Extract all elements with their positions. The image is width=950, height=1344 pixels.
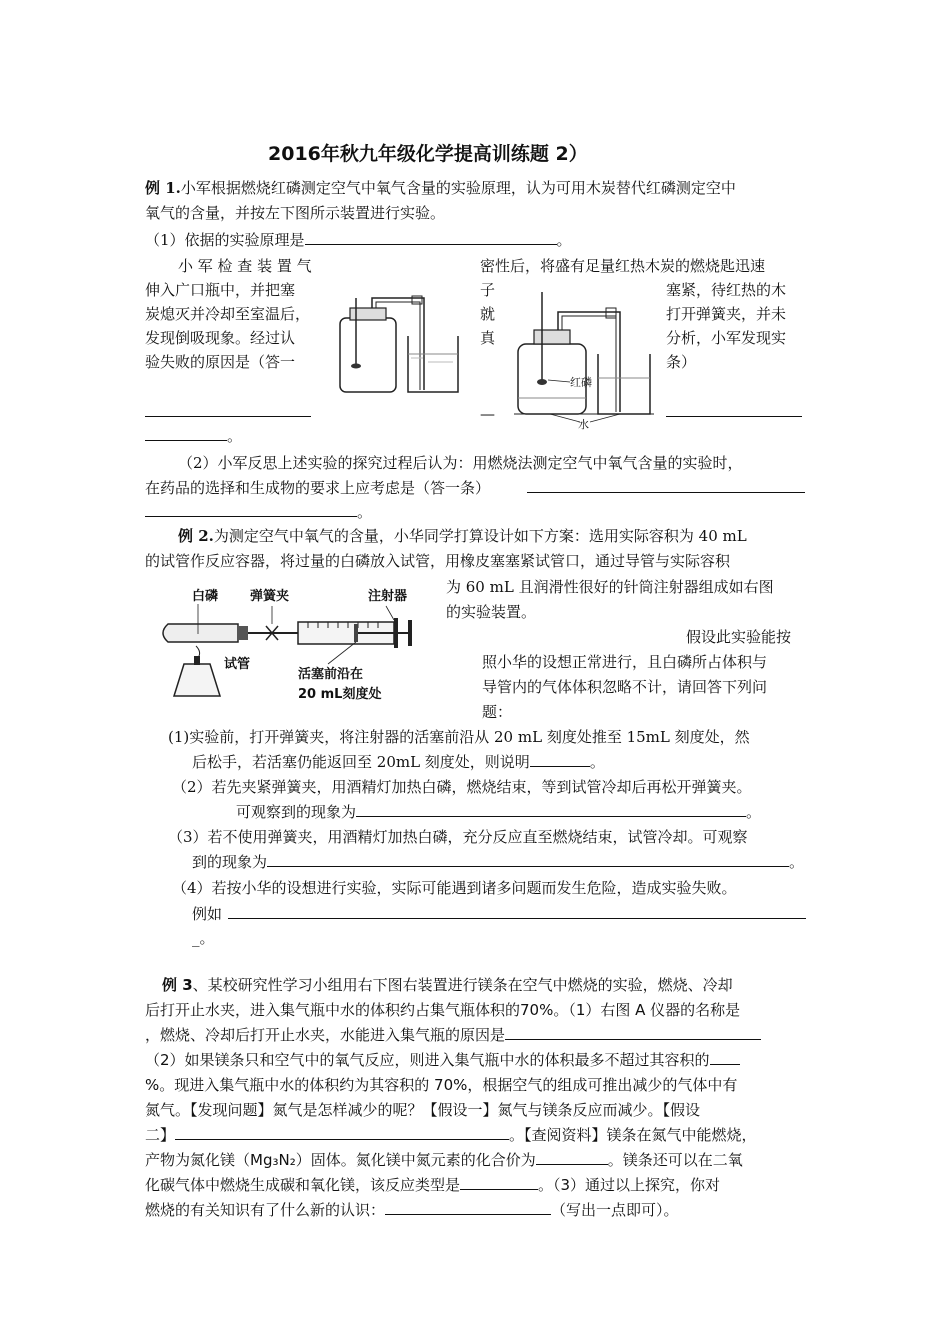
- ex2-q4-line-2: [192, 902, 222, 926]
- ex3-line-8: [145, 1148, 743, 1172]
- ex1-right-3: 分析，小军发现实: [666, 329, 787, 347]
- ex3-line-2: 后打开止水夹，进入集气瓶中水的体积约占集气瓶体积的70%。（1）右图 A 仪器的名称是: [145, 1001, 741, 1019]
- ex1-answer-blank-right[interactable]: [666, 416, 802, 417]
- ex1-mid-1: 密性后，将盛有足量红热木炭的燃烧匙迅速: [480, 257, 766, 275]
- ex3-l8b-text: 。镁条还可以在二氧: [607, 1151, 743, 1169]
- ex3-line-9: [145, 1173, 720, 1197]
- ex3-blank-percent[interactable]: [710, 1048, 740, 1065]
- ex3-blank-reaction-type[interactable]: [460, 1173, 538, 1190]
- ex3-l10a-text: 燃烧的有关知识有了什么新的认识：: [145, 1201, 386, 1219]
- label-plunger-1: 活塞前沿在: [298, 667, 364, 682]
- ex1-right-4: 条）: [666, 353, 697, 371]
- page-title: 2016年秋九年级化学提高训练题 2）: [268, 143, 588, 165]
- ex1-answer-blank-left[interactable]: [145, 416, 311, 417]
- ex1-q1-blank[interactable]: [305, 228, 557, 245]
- ex3-l8a-text: 产物为氮化镁（Mg₃N₂）固体。氮化镁中氮元素的化合价为: [145, 1151, 536, 1169]
- ex1-q1-text: （1）依据的实验原理是: [145, 231, 305, 249]
- ex1-text: 小军根据燃烧红磷测定空气中氧气含量的实验原理，认为可用木炭替代红磷测定空中: [180, 179, 736, 197]
- ex3-l10b-text: （写出一点即可）。: [551, 1201, 679, 1219]
- ex1-q2-blank-2[interactable]: [145, 500, 357, 517]
- ex2-q3-line-2: [192, 850, 804, 874]
- ex2-q2-line-2: [236, 800, 761, 824]
- ex1-left-1: 小 军 检 查 装 置 气: [178, 257, 312, 275]
- ex1-q2-end: 。: [357, 503, 373, 521]
- ex1-left-5: 验失败的原因是（答一: [145, 353, 296, 371]
- ex2-line-4: 的实验装置。: [446, 603, 537, 621]
- ex1-q2-line-2: [145, 476, 490, 500]
- ex1-line-1: [145, 176, 736, 200]
- label-red-phosphorus: 红磷: [570, 376, 592, 389]
- ex3-l4-text: （2）如果镁条只和空气中的氧气反应，则进入集气瓶中水的体积最多不超过其容积的: [145, 1051, 710, 1069]
- ex2-q4-line-3: _。: [192, 929, 215, 947]
- label-plunger-2: 20 mL刻度处: [298, 687, 382, 702]
- ex2-label: 例 2.: [178, 527, 214, 545]
- label-white-phosphorus: 白磷: [192, 589, 219, 604]
- ex2-q1-text: 后松手，若活塞仍能返回至 20mL 刻度处，则说明: [192, 753, 530, 771]
- ex3-line-1: [162, 973, 733, 997]
- ex3-line-10: [145, 1198, 679, 1222]
- label-spring-clip: 弹簧夹: [250, 589, 290, 604]
- ex2-q4-blank[interactable]: [228, 918, 806, 919]
- figure-red-phosphorus-apparatus: [510, 282, 660, 432]
- ex2-q1-blank[interactable]: [530, 750, 590, 767]
- ex1-answer-end: 。: [227, 427, 243, 445]
- ex2-text: 为测定空气中氧气的含量，小华同学打算设计如下方案：选用实际容积为 40 mL: [213, 527, 747, 545]
- ex2-q2-text: 可观察到的现象为: [236, 803, 357, 821]
- ex2-line-7: 导管内的气体体积忽略不计，请回答下列问: [482, 678, 768, 696]
- ex2-line-1: [178, 524, 747, 548]
- ex1-right-2: 打开弹簧夹，并未: [666, 305, 787, 323]
- label-water: 水: [578, 418, 589, 431]
- ex2-line-6: 照小华的设想正常进行，且白磷所占体积与: [482, 653, 768, 671]
- ex2-q1-line-1: (1)实验前，打开弹簧夹，将注射器的活塞前沿从 20 mL 刻度处推至 15mL 刻度处，然: [168, 728, 750, 746]
- ex2-line-3: 为 60 mL 且润滑性很好的针筒注射器组成如右图: [446, 578, 774, 596]
- ex2-q3-end: 。: [789, 853, 805, 871]
- ex1-q2-line-1: （2）小军反思上述实验的探究过程后认为：用燃烧法测定空气中氧气含量的实验时，: [178, 454, 743, 472]
- ex2-q4-line-1: （4）若按小华的设想进行实验，实际可能遇到诸多问题而发生危险，造成实验失败。: [172, 879, 737, 897]
- ex1-mid-dash: —: [480, 405, 495, 423]
- ex1-left-4: 发现倒吸现象。经过认: [145, 329, 296, 347]
- ex3-l9a-text: 化碳气体中燃烧生成碳和氧化镁，该反应类型是: [145, 1176, 461, 1194]
- ex2-q1-line-2: [192, 750, 605, 774]
- ex2-line-2: 的试管作反应容器，将过量的白磷放入试管，用橡皮塞塞紧试管口，通过导管与实际容积: [145, 552, 731, 570]
- ex2-line-5: 假设此实验能按: [686, 628, 792, 646]
- ex3-line-7: [145, 1123, 757, 1147]
- ex2-q3-line-1: （3）若不使用弹簧夹，用酒精灯加热白磷，充分反应直至燃烧结束，试管冷却。可观察: [168, 828, 748, 846]
- ex3-l9b-text: 。（3）通过以上探究，你对: [538, 1176, 721, 1194]
- ex3-l7a-text: 二】: [145, 1126, 176, 1144]
- ex1-q1-end: 。: [556, 231, 572, 249]
- ex1-answer-line-2: [145, 424, 242, 448]
- ex1-mid-3: 就: [480, 305, 496, 323]
- ex1-left-2: 伸入广口瓶中，并把塞: [145, 281, 296, 299]
- label-syringe: 注射器: [368, 589, 408, 604]
- ex1-q2-text: 在药品的选择和生成物的要求上应考虑是（答一条）: [145, 479, 491, 497]
- ex1-q2-blank-1[interactable]: [527, 492, 805, 493]
- ex3-blank-valence[interactable]: [536, 1148, 608, 1165]
- figure-charcoal-apparatus: [328, 258, 470, 398]
- ex2-q4-text: 例如: [192, 905, 223, 923]
- ex3-blank-reason[interactable]: [505, 1023, 761, 1040]
- ex3-line-5: %。现进入集气瓶中水的体积约为其容积的 70%，根据空气的组成可推出减少的气体中有: [145, 1076, 738, 1094]
- ex1-right-1: 塞紧，待红热的木: [666, 281, 787, 299]
- ex2-q2-blank[interactable]: [356, 800, 746, 817]
- ex3-line-6: 氮气。【发现问题】氮气是怎样减少的呢？【假设一】氮气与镁条反应而减少。【假设: [145, 1101, 701, 1119]
- ex2-q3-blank[interactable]: [267, 850, 789, 867]
- ex3-text: 、某校研究性学习小组用右下图右装置进行镁条在空气中燃烧的实验，燃烧、冷却: [192, 976, 733, 994]
- ex3-line-4: [145, 1048, 740, 1072]
- ex3-label: 例 3: [162, 976, 193, 994]
- ex1-q2-line-3: [145, 500, 372, 524]
- label-test-tube: 试管: [224, 657, 251, 672]
- ex2-q2-line-1: （2）若先夹紧弹簧夹，用酒精灯加热白磷，燃烧结束，等到试管冷却后再松开弹簧夹。: [172, 778, 752, 796]
- ex1-line-2: 氧气的含量，并按左下图所示装置进行实验。: [145, 204, 446, 222]
- ex3-blank-hypothesis[interactable]: [175, 1123, 509, 1140]
- ex3-l7b-text: 。【查阅资料】镁条在氮气中能燃烧，: [509, 1126, 757, 1144]
- ex1-left-3: 炭熄灭并冷却至室温后，: [145, 305, 311, 323]
- ex1-mid-2: 子: [480, 281, 496, 299]
- ex2-q2-end: 。: [746, 803, 762, 821]
- ex3-blank-new-knowledge[interactable]: [385, 1198, 551, 1215]
- ex3-l3-text: ，燃烧、冷却后打开止水夹，水能进入集气瓶的原因是: [145, 1026, 506, 1044]
- ex2-q1-end: 。: [589, 753, 605, 771]
- ex1-label: 例 1.: [145, 179, 181, 197]
- ex3-line-3: [145, 1023, 761, 1047]
- ex1-q1: [145, 228, 572, 252]
- ex2-line-8: 题：: [482, 703, 513, 721]
- ex1-answer-blank-2[interactable]: [145, 424, 227, 441]
- ex2-q3-text: 到的现象为: [192, 853, 268, 871]
- figure-syringe-apparatus: [158, 584, 430, 714]
- ex1-mid-4: 真: [480, 329, 496, 347]
